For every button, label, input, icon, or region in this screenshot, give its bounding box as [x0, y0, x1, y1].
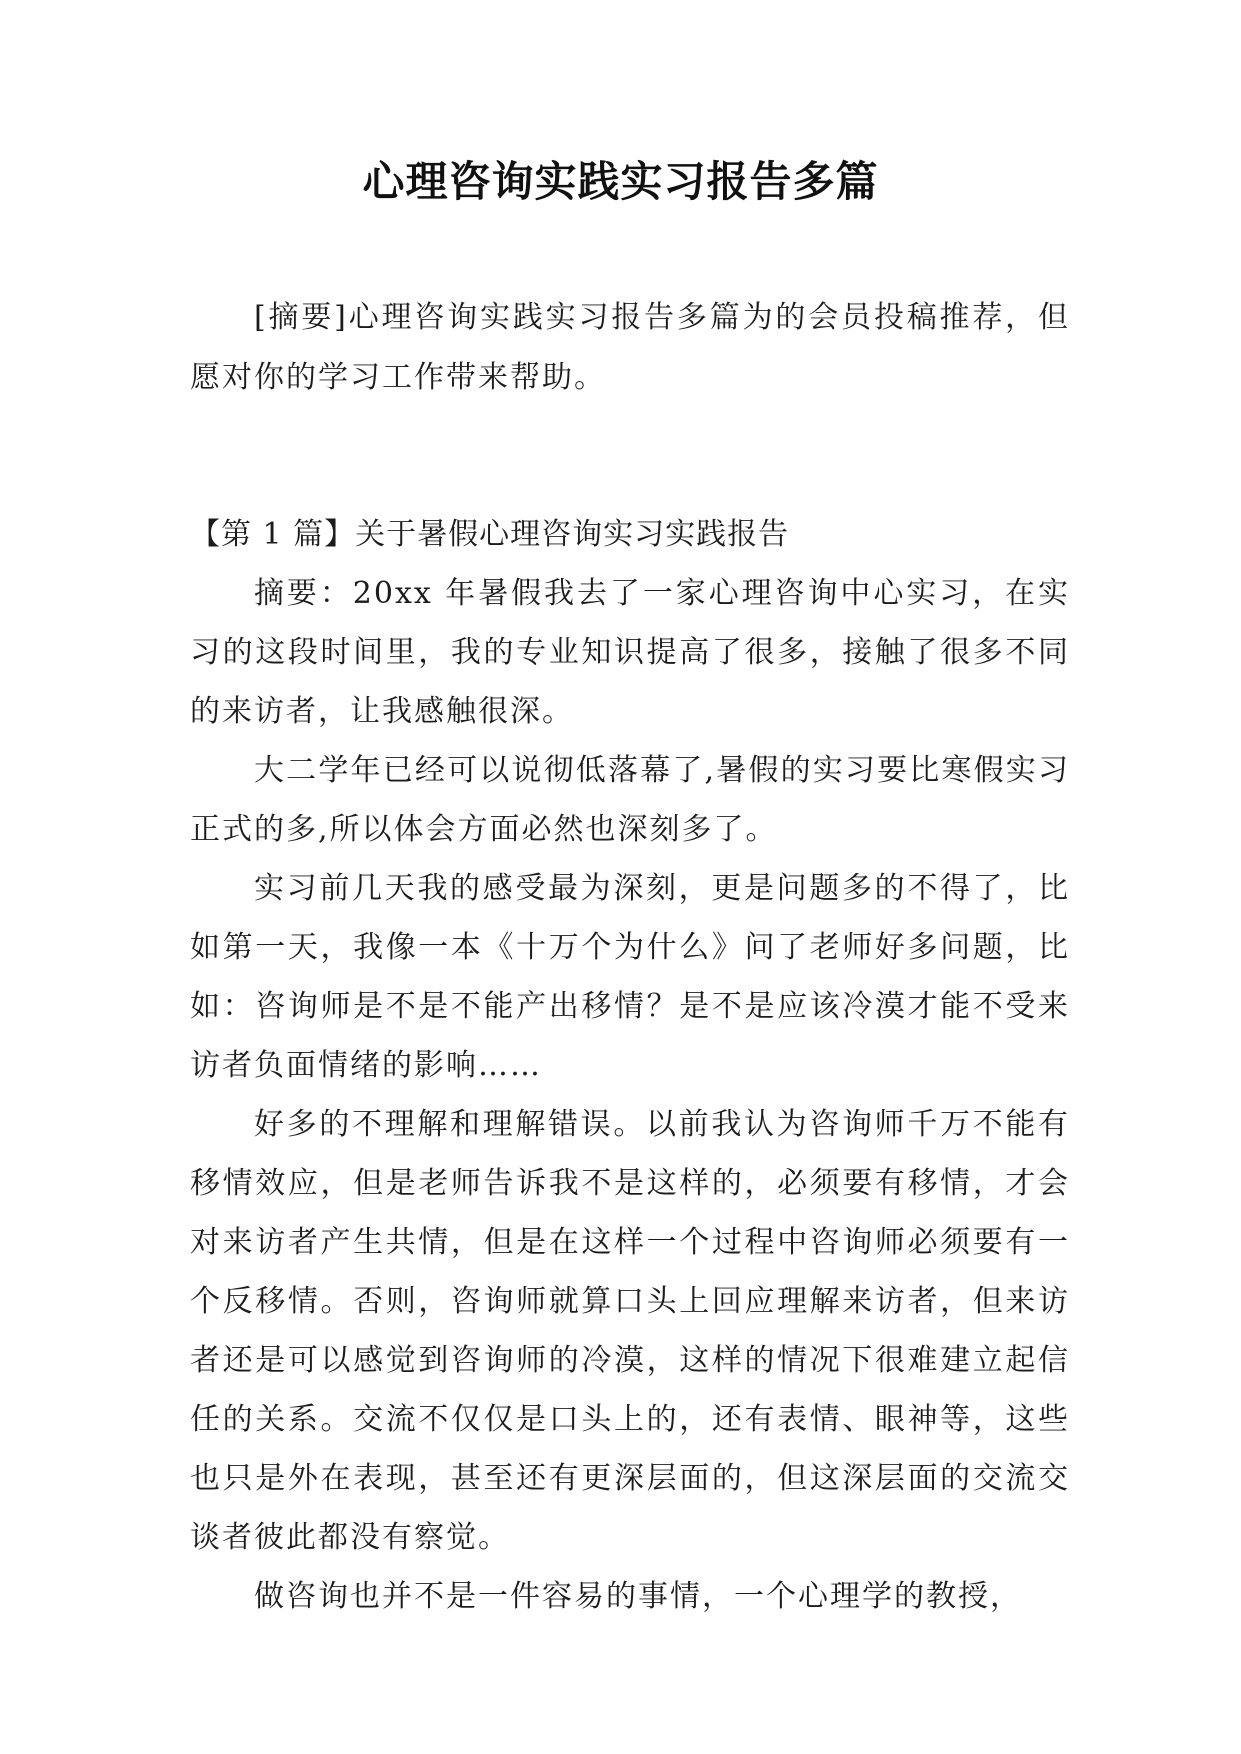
- body-paragraph: 大二学年已经可以说彻低落幕了,暑假的实习要比寒假实习正式的多,所以体会方面必然也深刻多了。: [190, 753, 1070, 847]
- abstract-paragraph: [摘要]心理咨询实践实习报告多篇为的会员投稿推荐，但愿对你的学习工作带来帮助。: [190, 300, 1070, 395]
- document-body: [190, 288, 1070, 1626]
- section-spacer: [190, 408, 1070, 505]
- body-paragraph: 摘要：20xx 年暑假我去了一家心理咨询中心实习，在实习的这段时间里，我的专业知识提高了很多，接触了很多不同的来访者，让我感触很深。: [190, 576, 1070, 729]
- body-paragraph: 好多的不理解和理解错误。以前我认为咨询师千万不能有移情效应，但是老师告诉我不是这样的，必须要有移情，才会对来访者产生共情，但是在这样一个过程中咨询师必须要有一个反移情。否则，咨询师就算口头上回应理解来访者，但来访者还是可以感觉到咨询师的冷漠，这样的情况下很难建立起信任的关系。交流不仅仅是口头上的，还有表情、眼神等，这些也只是外在表现，甚至还有更深层面的，但这深层面的交流交谈者彼此都没有察觉。: [190, 1107, 1070, 1555]
- document-title: 心理咨询实践实习报告多篇: [362, 157, 879, 206]
- body-paragraph: 实习前几天我的感受最为深刻，更是问题多的不得了，比如第一天，我像一本《十万个为什么》问了老师好多问题，比如：咨询师是不是不能产出移情？是不是应该冷漠才能不受来访者负面情绪的影响……: [190, 871, 1070, 1083]
- body-paragraph: 做咨询也并不是一件容易的事情，一个心理学的教授，: [254, 1579, 1022, 1614]
- section-heading: 【第 1 篇】关于暑假心理咨询实习实践报告: [190, 517, 790, 552]
